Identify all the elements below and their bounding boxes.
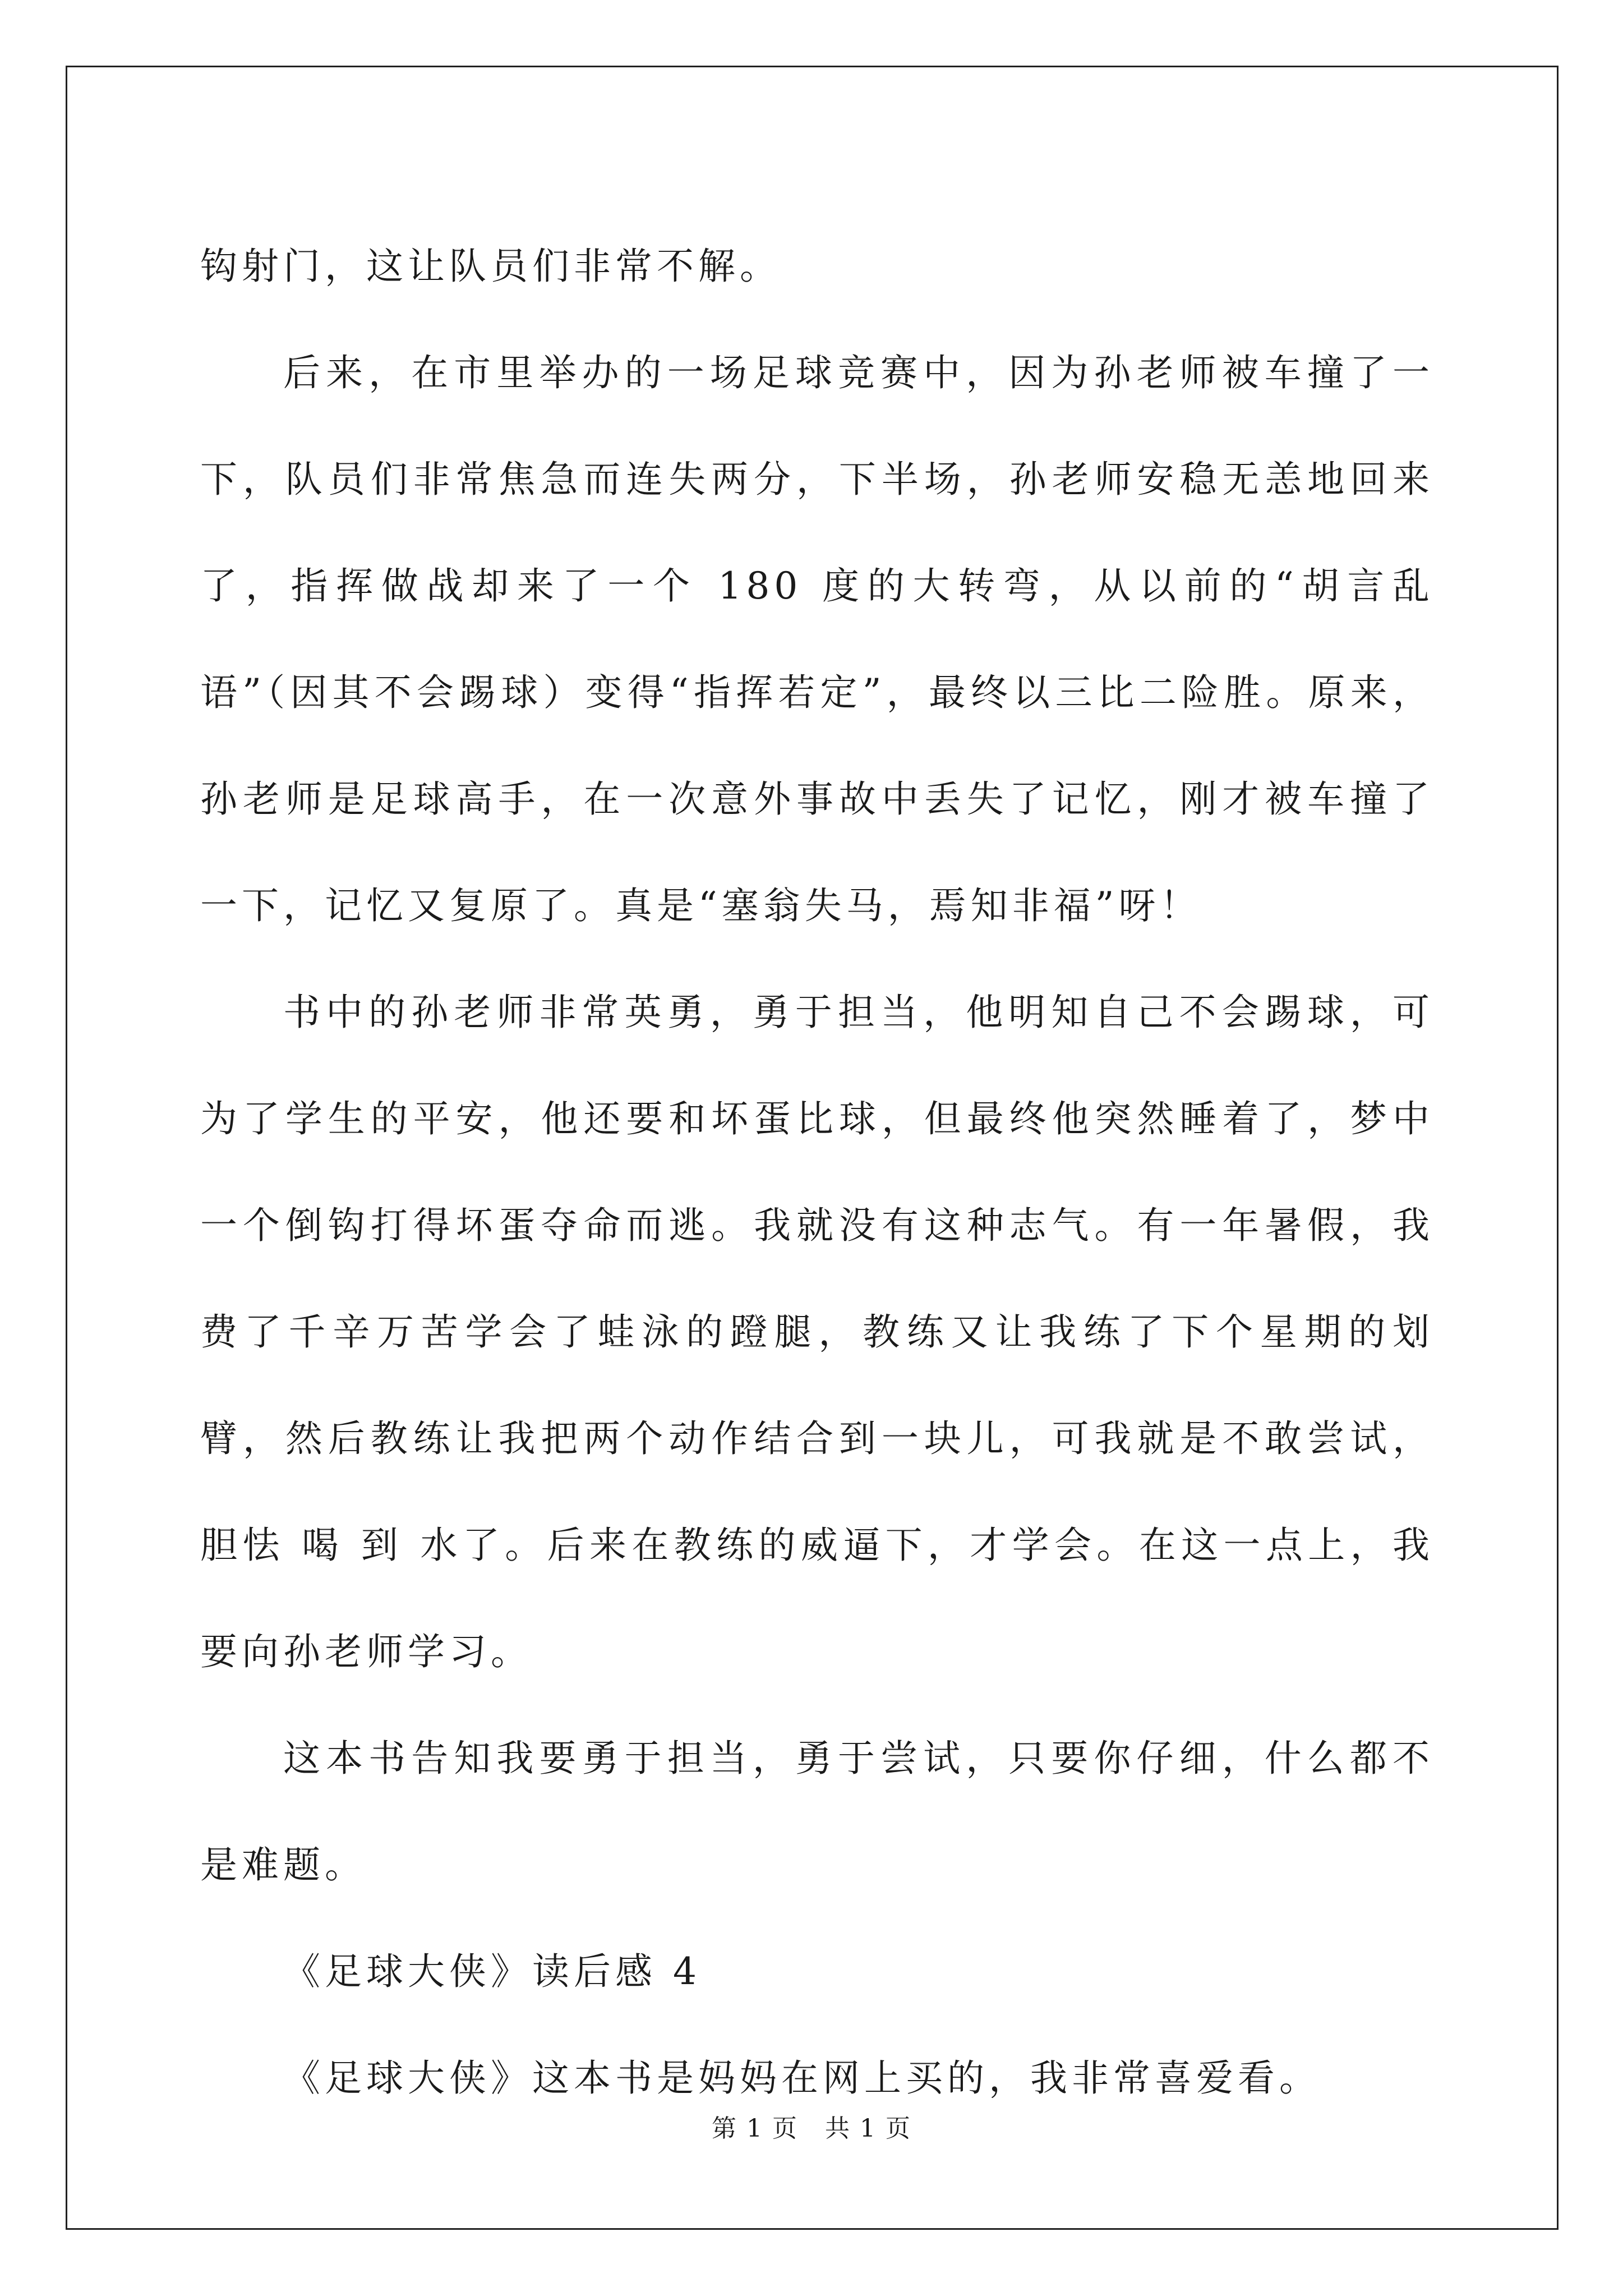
paragraph-2: 后来，在市里举办的一场足球竞赛中，因为孙老师被车撞了一下，队员们非常焦急而连失两分，下半场，孙老师安稳无恙地回来了，指挥做战却来了一个 180 度的大转弯，从以前的“胡言乱语”（因其不会踢球）变得“指挥若定”，最终以三比二险胜。原来，孙老师是足球高手，在一次意外事故中丢失了记忆，刚才被车撞了一下，记忆又复原了。真是“塞翁失马，焉知非福”呀！ (200, 351, 1434, 927)
paragraph-5: 《足球大侠》这本书是妈妈在网上买的，我非常喜爱看。 (283, 2056, 1321, 2100)
page-number: 第 1 页 (712, 2114, 798, 2143)
paragraph-3: 书中的孙老师非常英勇，勇于担当，他明知自己不会踢球，可为了学生的平安，他还要和坏蛋比球，但最终他突然睡着了，梦中一个倒钩打得坏蛋夺命而逃。我就没有这种志气。有一年暑假，我费了千辛万苦学会了蛙泳的蹬腿，教练又让我练了下个星期的划臂，然后教练让我把两个动作结合到一块儿，可我就是不敢尝试，胆怯 喝 到 水了。后来在教练的威逼下，才学会。在这一点上，我要向孙老师学习。 (200, 991, 1434, 1673)
page-total: 共 1 页 (825, 2114, 911, 2143)
page-footer (0, 2108, 1623, 2144)
paragraph-1: 钩射门，这让队员们非常不解。 (200, 245, 781, 288)
document-body (200, 213, 1434, 2132)
section-heading: 《足球大侠》读后感 4 (283, 1950, 701, 1993)
paragraph-4: 这本书告知我要勇于担当，勇于尝试，只要你仔细，什么都不是难题。 (200, 1737, 1434, 1887)
